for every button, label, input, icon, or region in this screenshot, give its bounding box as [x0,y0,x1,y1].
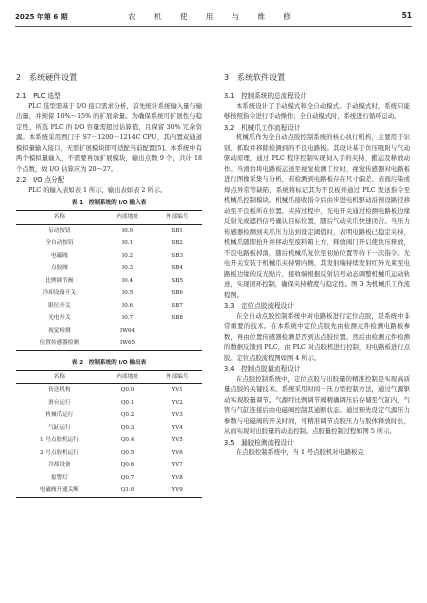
table-cell: YV6 [171,449,183,456]
table-cell: I0.0 [122,227,134,234]
table-cell: YV8 [171,474,183,481]
table-cell: 比例调节阀 [45,277,74,284]
table-title: 表 1 控制系统的 I/O 输入表 [71,200,147,206]
table-cell: 2 号点胶机运行 [39,449,79,456]
table-io-output [16,359,202,498]
running-header [15,10,412,24]
table-cell: I0.6 [122,302,134,309]
table-cell: 光电开关 [48,315,71,321]
table-cell: I0.3 [122,265,134,271]
paragraph-leak-detection-flow: 在点胶控制系统中，当 1 号点胶机对电路板完 [236,449,364,456]
table-cell: Q0.1 [120,399,135,406]
table-cell: 限位开关 [48,302,71,309]
table-cell [152,337,202,350]
section-title-hardware: 2 系统硬件设置 [16,73,78,82]
subsection-glue-amount-flow: 3.4 控制点胶量流程设计 [224,365,301,373]
table-header: 外部编号 [152,370,202,384]
table-cell: 电磁阀 [50,252,68,259]
table-cell: SB4 [171,265,183,271]
table-cell: YV4 [171,424,183,431]
table-cell: YV1 [171,387,183,393]
table-row [16,422,202,435]
issue-label: 2025 年第 6 期 [15,13,68,21]
table-cell: 点胶阀 [50,265,68,271]
table-cell: Q0.2 [120,412,135,418]
table-cell: Q0.5 [120,449,135,456]
paragraph-positioning-flow: 在全自动点胶控制系统中对电路板进行定位点胶，是系统中非常重要的技术。在本系统中定位点胶先由检测元件检测电路板参数，再由位置传感器检测是否到达点胶位置，然后由检测元件检测的数据反馈到 PLC，由 PLC 对点胶机进行控制，对电路板进行点胶。定位点胶流程图如图 4 所示。 [224,312,410,362]
table-row [16,250,202,263]
table-row [16,262,202,275]
subsection-gripper-flow: 3.2 机械爪工作流程设计 [224,123,301,132]
table-cell: YV9 [152,484,202,497]
table-row [16,325,202,338]
subsection-positioning-flow: 3.3 定位点胶流程设计 [224,302,294,310]
table-row [16,275,202,288]
table-cell: 视觉检测 [48,327,71,334]
table-row [16,312,202,325]
table-cell: Q0.3 [120,424,135,431]
table-row [16,300,202,313]
table-row [16,472,202,485]
table-cell: 位置传感器检测 [16,337,103,350]
table-row [16,484,202,497]
table-title: 表 2 控制系统的 I/O 输出表 [71,359,147,366]
paragraph-glue-amount-flow: 在点胶控制系统中，定位点胶与出胶量的精准控制是实现高质量点胶的关键技术。系统采用时间－压力型控制方法，通过气源驱动实现胶量调节。气源经比例调节阀精确调压后存储至气缸内，气管与气缸连接后由电磁阀控制其通断状态。通过预先设定气源压力参数与电磁阀的开关时间，可精准调节点胶压力与胶体释放时长，从而实现对出胶量的动态控制。点胶量控制过程如图 5 所示。 [224,375,410,435]
table-cell: 电磁阀开通关断 [16,484,103,497]
table-header: 内部地址 [103,211,153,225]
table-cell: YV3 [171,412,183,418]
table-cell: YV2 [171,399,183,406]
section-title-software: 3 系统软件设置 [224,73,286,82]
paragraph-io-allocation: PLC 的输入表如表 1 所示，输出表如表 2 所示。 [28,186,167,194]
table-header: 名称 [16,211,103,225]
paragraph-plc-selection: PLC 选型需基于 I/O 接口需求分析，首先统计系统输入量与输出量，并预留 10%～15% 的扩展余量。为确保系统可扩展性与稳定性，所选 PLC 的 I/O 容量需超过估算值，且保留 30% 冗余资源。本系统采用西门子 S7－1200－1214C CPU，其内置双通道模拟量输入接口，无需扩展模块即可适配当前配置[5]。本系统中有两个模拟量输入，不需要再加扩展模块，输出点数 9 个，共计 18 个点数，故 I/O 估算应为 20～27。 [16,102,202,173]
table-cell: SB3 [171,252,183,259]
table-cell: 传送机构 [48,387,71,393]
right-column [224,60,410,459]
page-number: 51 [401,11,412,20]
subsection-plc-selection: 2.1 PLC 选型 [16,92,61,100]
table-io-input [16,199,202,351]
table-header: 内部地址 [103,370,153,384]
table-cell: I0.2 [122,252,134,259]
table-cell: SB1 [171,227,183,234]
table-row [16,459,202,472]
table-row [16,409,202,422]
header-rule [15,26,412,27]
table-header: 名称 [16,370,103,384]
left-column [16,60,202,506]
table-cell: I0.7 [122,315,134,321]
table-cell: Q0.0 [120,387,135,393]
table-header: 外部编号 [152,211,202,225]
table-row [16,434,202,447]
table-cell: SB7 [171,302,183,309]
table-cell: 机械爪运行 [45,412,74,418]
table-cell: 1 号点胶机运行 [39,437,79,443]
table-cell: I0.1 [122,240,134,246]
table-row [16,397,202,410]
table-cell: SB6 [171,290,183,296]
paragraph-overall-flow: 本系统设计了手动模式和全自动模式。手动模式时，系统只能够按照指令进行手动操作；全自动模式时，系统进行循环运动。 [224,102,410,120]
subsection-io-allocation: 2.2 I/O 点分配 [16,176,65,184]
table-cell: YV5 [171,437,183,443]
table-row [16,237,202,250]
table-cell: 报警灯 [50,474,68,481]
table-cell: SB2 [171,240,183,246]
table-cell: 全自动按钮 [45,240,74,246]
table-cell: I0.4 [122,277,134,284]
table-cell: 启动按钮 [48,227,71,234]
journal-title: 农 机 使 用 与 维 修 [128,12,299,21]
table-cell: SB8 [171,315,183,321]
table-cell: IW65 [103,337,153,350]
table-cell: Q1.0 [103,484,153,497]
subsection-overall-flow: 3.1 控制系统的总流程设计 [224,92,308,100]
table-cell: Q0.6 [120,462,135,468]
table-cell: Q0.7 [120,474,135,481]
table-cell: SB5 [171,277,183,284]
table-cell: 冷却设备开关 [42,290,77,296]
table-row [16,384,202,397]
table-row [16,447,202,460]
table-cell: YV7 [171,462,183,468]
table-row [16,337,202,350]
table-cell: 冷却设备 [48,462,71,468]
table-cell [152,325,202,338]
table-cell: 滑台运行 [48,399,71,406]
subsection-leak-detection-flow: 3.5 漏胶检测流程设计 [224,438,294,447]
table-row [16,224,202,237]
table-cell: I0.5 [122,290,134,296]
paragraph-gripper-flow: 机械爪作为全自动点胶控制系统的核心执行机构，主要用于识别、抓取并移除检测到的不良电路板。其设计基于负压吸附与气动驱动原理，通过 PLC 程序控制实现伺入手的夹持、搬运及释放动作。当滑台将电路板运送至视觉检测工位时，视觉传感器对电路板进行图像采集与分析，若检测到电路板存在尺寸偏差、表面污染或焊点异常等缺陷，系统将标记其为不良板并通过 PLC 发送指令至机械爪控制模块。机械爪接收指令后由步进电机驱动沿预设路径移动至不良板所在位置。夹持过程中，光电开关通过检测电路板边缘反射光或遮挡信号确认目标位置，随后气动夹爪快速闭合。当压力传感器检测到夹爪压力达到设定阈值时，表明电路板已稳定夹持，机械爪随即抬升并移动至废料箱上方，释放阀门开启使负压释放，不良电路板掉落，随后机械爪复位至初始位置等待下一次指令。光电开关安装于机械爪夹持臂内侧，其发射端持续发射红外光束至电路板边缘的反光贴片，接收端根据反射信号动态调整机械爪运动轨迹，实现闭环控制，确保夹持精度与稳定性。图 3 为机械爪工作流程图。 [224,134,410,299]
table-cell: IW64 [120,327,136,334]
table-cell: 气缸运行 [48,424,71,431]
table-cell: Q0.4 [120,437,135,443]
table-row [16,287,202,300]
